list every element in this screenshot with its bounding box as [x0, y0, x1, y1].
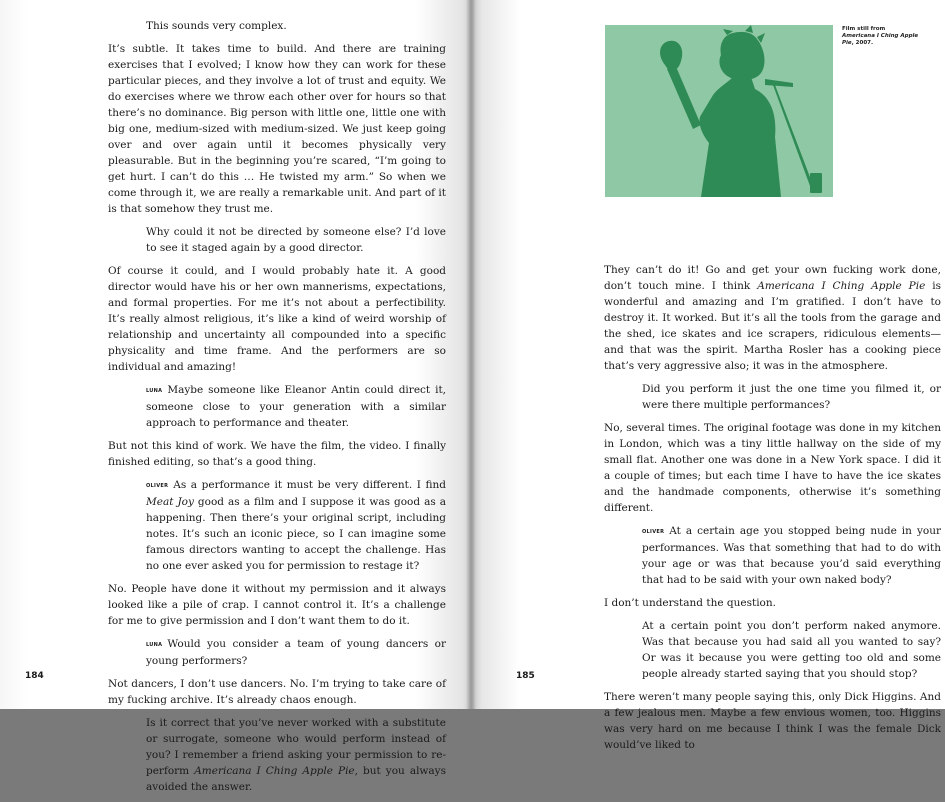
speaker-label: OLIVER [642, 529, 665, 535]
work-title: Americana I Ching Apple Pie [757, 280, 926, 292]
question-text: good as a film and I suppose it was good as a happening. Then there’s your original script, including notes. It’s such an iconic piece, so I can imagine some famous directors wanting to accept the challenge. Has no one ever asked you for permission to restage it? [146, 496, 446, 572]
answer-text: is wonderful and amazing and I’m gratified. I don’t have to destroy it. It worked. But it’s all the tools from the garage and the shed, ice skates and ice scrapers, ridiculous elements—and that was the spirit. Martha Rosler has a cooking piece that’s very aggressive also; it was in the atmosphere. [604, 280, 941, 372]
answer-paragraph: It’s subtle. It takes time to build. And there are training exercises that I evolved; I know how they can work for these particular pieces, and they involve a lot of trust and equity. We do exercises where we throw each other over for hours so that there’s no dominance. Big person with little one, little one with big one, medium-sized with medium-sized. We just keep going over and over again until it becomes physically very pleasurable. But in the beginning you’re scared, “I’m going to get hurt. I can’t do this … He twisted my arm.” So when we come through it, we are really a remarkable unit. And part of it is that somehow they trust me. [108, 43, 446, 215]
book-gutter [466, 0, 476, 709]
caption-line [842, 33, 922, 47]
work-title: Meat Joy [146, 496, 194, 508]
answer-paragraph: Not dancers, I don’t use dancers. No. I’m trying to take care of my fucking archive. It’s already chaos enough. [108, 678, 446, 706]
answer-paragraph: Of course it could, and I would probably hate it. A good director would have his or her own mannerisms, expectations, and formal properties. For me it’s not about a perfectibility. It’s really almost religious, it’s like a kind of weird worship of relationship and uncertainty all compounded into a specific physicality and time frame. And the performers are so individual and amazing! [108, 265, 446, 373]
page-number: 184 [25, 671, 44, 681]
interviewer-question [604, 523, 941, 588]
speaker-label: OLIVER [146, 483, 169, 489]
answer-paragraph: There weren’t many people saying this, only Dick Higgins. And a few jealous men. Maybe a few envious women, too. Higgins was very hard on me because I think I was the female Dick would’ve liked to [604, 691, 941, 751]
interviewer-question: Did you perform it just the one time you filmed it, or were there multiple performances? [642, 383, 941, 411]
question-text: Maybe someone like Eleanor Antin could direct it, someone close to your generation with a similar approach to performance and theater. [146, 384, 446, 429]
interviewer-question [108, 477, 446, 574]
answer-paragraph: No, several times. The original footage was done in my kitchen in London, which was a tiny little hallway on the side of my small flat. Another one was done in a New York space. I did it a couple of times; but each time I have to have the ice skates and the handmade components, otherwise it’s something different. [604, 422, 941, 514]
interviewer-question [108, 715, 446, 795]
interviewer-question: This sounds very complex. [146, 20, 287, 32]
photo-caption [842, 26, 922, 47]
interviewer-question [108, 636, 446, 669]
question-text: Would you consider a team of young dancers or young performers? [146, 638, 446, 667]
answer-paragraph: But not this kind of work. We have the film, the video. I finally finished editing, so that’s a good thing. [108, 440, 446, 468]
answer-paragraph: I don’t understand the question. [604, 597, 776, 609]
speaker-label: LUNA [146, 388, 163, 394]
question-text: , but you always avoided the answer. [146, 765, 447, 793]
speaker-label: LUNA [146, 642, 163, 648]
caption-year: , 2007. [851, 40, 874, 46]
question-text: As a performance it must be very different. I find [173, 479, 446, 491]
page-number: 185 [516, 671, 535, 681]
left-text-column [108, 18, 446, 802]
film-still-image [605, 25, 833, 197]
interviewer-question: At a certain point you don’t perform naked anymore. Was that because you had said all you wanted to say? Or was it because you were getting too old and some people already started saying that you should stop? [642, 620, 941, 680]
answer-text: They can’t do it! Go and get your own fucking work done, don’t touch mine. I think [604, 264, 941, 292]
question-text: Is it correct that you’ve never worked with a substitute or surrogate, someone who would perform instead of you? I remember a friend asking your permission to re-perform [146, 717, 446, 777]
interviewer-question: Why could it not be directed by someone else? I’d love to see it staged again by a good director. [146, 226, 446, 254]
work-title: Americana I Ching Apple Pie [194, 765, 355, 777]
caption-work-title: Americana I Ching Apple Pie [842, 33, 919, 46]
interviewer-question [108, 382, 446, 431]
question-text: At a certain age you stopped being nude in your performances. Was that something that had to do with your age or was that because you’d said everything that had to be said with your own naked body? [642, 525, 941, 586]
answer-paragraph: No. People have done it without my permission and it always looked like a pile of crap. I cannot control it. It’s a challenge for me to give permission and I don’t want them to do it. [108, 583, 446, 627]
performer-silhouette-icon [605, 25, 833, 197]
caption-line: Film still from [842, 26, 886, 32]
right-text-column [604, 262, 941, 760]
answer-paragraph [604, 262, 941, 374]
left-page [0, 0, 472, 793]
